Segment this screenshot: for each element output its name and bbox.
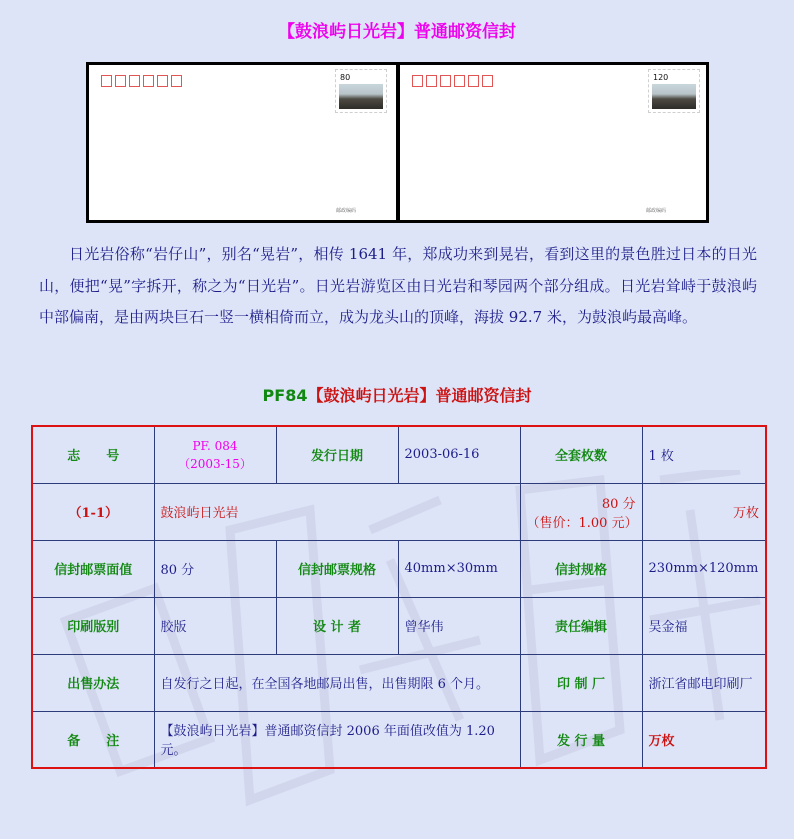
label-issue-date: 发行日期 — [276, 426, 398, 483]
value-envelope-size: 230mm×120mm — [642, 540, 766, 597]
value-item-name: 鼓浪屿日光岩 — [154, 483, 520, 540]
envelope-imprint: 邮政编码 — [645, 208, 666, 214]
label-envelope-size: 信封规格 — [520, 540, 642, 597]
label-editor: 责任编辑 — [520, 597, 642, 654]
stamp-image — [335, 69, 387, 113]
section-title — [0, 383, 794, 406]
value-print-method: 胶版 — [154, 597, 276, 654]
value-id — [154, 426, 276, 483]
value-designer: 曾华伟 — [398, 597, 520, 654]
postcode-boxes — [412, 75, 493, 87]
id-year: （2003-15） — [178, 456, 252, 471]
envelope-images — [86, 62, 709, 223]
table-row — [32, 540, 766, 597]
section-code: PF84 — [262, 386, 308, 405]
value-sale-method: 自发行之日起，在全国各地邮局出售，出售期限 6 个月。 — [154, 654, 520, 711]
envelope-imprint: 邮政编码 — [335, 208, 356, 214]
description-paragraph: 日光岩俗称“岩仔山”，别名“晃岩”，相传 1641 年，郑成功来到晃岩，看到这里的景色胜过日本的日光山，便把“晃”字拆开，称之为“日光岩”。日光岩游览区由日光岩和琴园两个部分组成。日光岩耸峙于鼓浪屿中部偏南，是由两块巨石一竖一横相倚而立，成为龙头山的顶峰，海拔 92.7 米，为鼓浪屿最高峰。 — [39, 245, 757, 326]
value-issue-volume: 万枚 — [642, 711, 766, 768]
postcode-boxes — [101, 75, 182, 87]
page-title: 【鼓浪屿日光岩】普通邮资信封 — [278, 22, 516, 42]
stamp-image — [648, 69, 700, 113]
table-row — [32, 654, 766, 711]
price-sale: （售价：1.00 元） — [526, 515, 638, 531]
id-code: PF. 084 — [192, 438, 238, 453]
value-set-count: 1 枚 — [642, 426, 766, 483]
label-item: （1-1） — [32, 483, 154, 540]
table-row — [32, 426, 766, 483]
value-face-value: 80 分 — [154, 540, 276, 597]
table-row — [32, 711, 766, 768]
label-stamp-size: 信封邮票规格 — [276, 540, 398, 597]
info-table — [31, 425, 767, 769]
label-id: 志 号 — [32, 426, 154, 483]
value-notes: 【鼓浪屿日光岩】普通邮资信封 2006 年面值改值为 1.20 元。 — [154, 711, 520, 768]
value-printer: 浙江省邮电印刷厂 — [642, 654, 766, 711]
table-row — [32, 597, 766, 654]
stamp-value: 80 — [340, 73, 351, 82]
table-row — [32, 483, 766, 540]
label-issue-volume: 发 行 量 — [520, 711, 642, 768]
label-printer: 印 制 厂 — [520, 654, 642, 711]
label-set-count: 全套枚数 — [520, 426, 642, 483]
value-issue-date: 2003-06-16 — [398, 426, 520, 483]
value-price — [520, 483, 642, 540]
value-stamp-size: 40mm×30mm — [398, 540, 520, 597]
label-notes: 备 注 — [32, 711, 154, 768]
section-name: 【鼓浪屿日光岩】普通邮资信封 — [307, 386, 532, 405]
envelope-80 — [89, 65, 396, 220]
value-quantity: 万枚 — [642, 483, 766, 540]
label-face-value: 信封邮票面值 — [32, 540, 154, 597]
label-designer: 设 计 者 — [276, 597, 398, 654]
label-print-method: 印刷版别 — [32, 597, 154, 654]
value-editor: 吴金福 — [642, 597, 766, 654]
price-face: 80 分 — [601, 496, 636, 512]
label-sale-method: 出售办法 — [32, 654, 154, 711]
stamp-value: 120 — [653, 73, 669, 82]
envelope-120 — [400, 65, 706, 220]
